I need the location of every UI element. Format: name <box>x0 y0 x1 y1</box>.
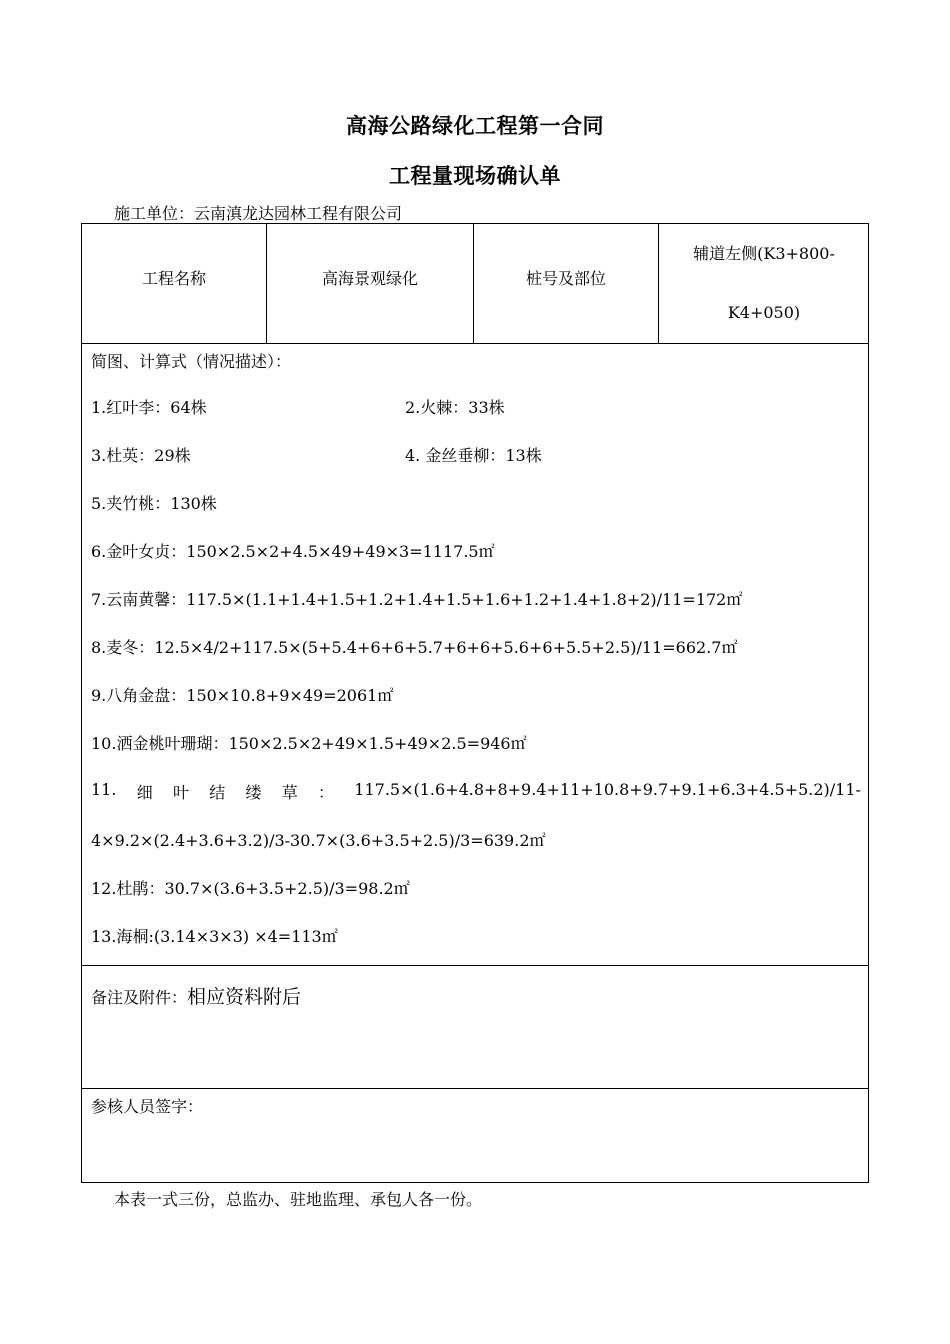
item-5: 5.夹竹桃：130株 <box>91 494 217 513</box>
remarks-label: 备注及附件： <box>91 988 188 1007</box>
row-divider <box>82 343 868 344</box>
item-4: 4. 金丝垂柳：13株 <box>405 446 542 465</box>
item-11-part: 缕 <box>245 783 262 802</box>
item-11-part: 草 <box>281 783 298 802</box>
location-value-line1: 辅道左侧(K3+800- <box>693 244 835 263</box>
item-6: 6.金叶女贞：150×2.5×2+4.5×49+49×3=1117.5㎡ <box>91 542 495 561</box>
footer-note: 本表一式三份，总监办、驻地监理、承包人各一份。 <box>114 1190 483 1209</box>
row-divider <box>82 1088 868 1089</box>
location-value-line2: K4+050) <box>727 303 801 322</box>
remarks-row <box>91 982 301 1009</box>
document-title: 高海公路绿化工程第一合同 <box>346 113 604 138</box>
confirmation-form <box>81 223 869 1183</box>
item-3: 3.杜英：29株 <box>91 446 191 465</box>
item-12: 12.杜鹃：30.7×(3.6+3.5+2.5)/3=98.2㎡ <box>91 879 410 898</box>
item-11-part: ： <box>318 783 335 802</box>
contractor-line: 施工单位：云南滇龙达园林工程有限公司 <box>114 204 403 223</box>
row-divider <box>82 965 868 966</box>
item-8: 8.麦冬：12.5×4/2+117.5×(5+5.4+6+6+5.7+6+6+5.6+6+5.5+2.5)/11=662.7㎡ <box>91 638 738 657</box>
location-label: 桩号及部位 <box>525 269 606 288</box>
item-11-part: 叶 <box>172 783 189 802</box>
item-1: 1.红叶李：64株 <box>91 398 207 417</box>
signature-label: 参核人员签字： <box>91 1097 204 1116</box>
project-name-value: 高海景观绿化 <box>321 269 418 288</box>
item-11-part: 117.5×(1.6+4.8+8+9.4+11+10.8+9.7+9.1+6.3+4.5+5.2)/11- <box>354 780 861 799</box>
item-2: 2.火棘：33株 <box>405 398 505 417</box>
project-name-label: 工程名称 <box>141 269 206 288</box>
item-9: 9.八角金盘：150×10.8+9×49=2061㎡ <box>91 686 394 705</box>
document-subtitle: 工程量现场确认单 <box>389 163 561 188</box>
item-11 <box>91 780 861 803</box>
remarks-value: 相应资料附后 <box>187 986 302 1008</box>
item-10: 10.洒金桃叶珊瑚：150×2.5×2+49×1.5+49×2.5=946㎡ <box>91 734 527 753</box>
item-7: 7.云南黄馨：117.5×(1.1+1.4+1.5+1.2+1.4+1.5+1.6+1.2+1.4+1.8+2)/11=172㎡ <box>91 590 743 609</box>
item-13: 13.海桐:(3.14×3×3) ×4=113㎡ <box>91 927 338 946</box>
description-label: 简图、计算式（情况描述）： <box>91 352 292 371</box>
item-11-part: 11. <box>91 780 117 799</box>
item-11-part: 细 <box>136 783 153 802</box>
item-11-part: 结 <box>209 783 226 802</box>
item-11-continuation: 4×9.2×(2.4+3.6+3.2)/3-30.7×(3.6+3.5+2.5)/3=639.2㎡ <box>91 831 546 850</box>
